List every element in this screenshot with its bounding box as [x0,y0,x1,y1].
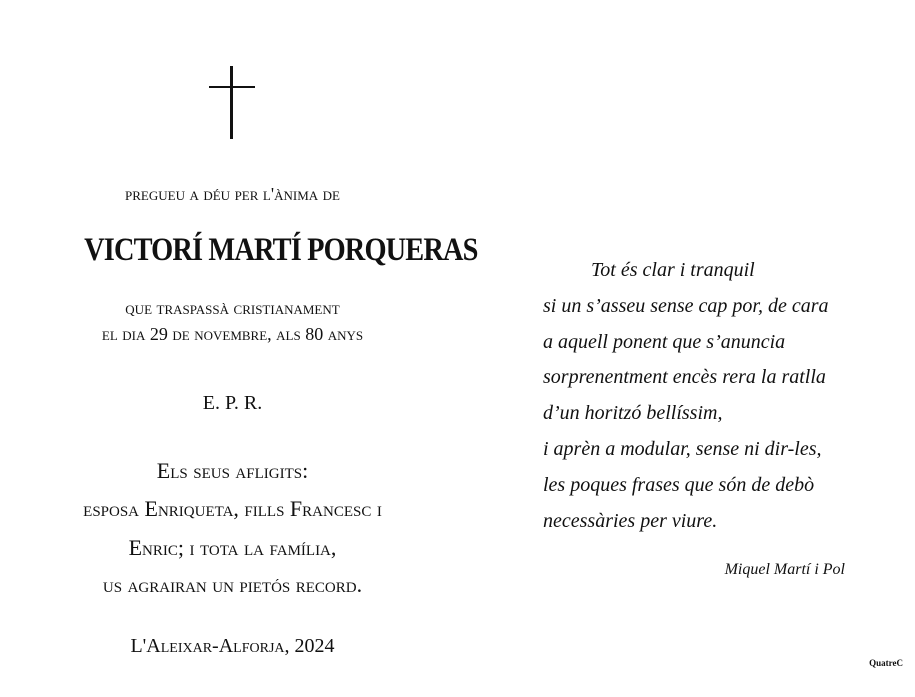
mourners-line-3: Enric; i tota la família, [128,535,337,560]
passed-line-2: el dia 29 de novembre, als 80 anys [101,324,364,344]
passed-line-1: que traspassà cristianament [125,298,340,318]
poem-line: i aprèn a modular, sense ni dir-les, [543,437,822,460]
poem-line: sorprenentment encès rera la ratlla [543,366,826,389]
mourners-line-1: Els seus afligits: [156,458,309,483]
poem [543,253,829,539]
deceased-name: VICTORÍ MARTÍ PORQUERAS [84,232,478,268]
place-date: L'Aleixar-Alforja, 2024 [130,635,335,657]
epr-text: E. P. R. [202,392,263,414]
cross-icon [209,66,255,139]
poem-line: necessàries per viure. [543,509,718,532]
poem-line: d’un horitzó bellíssim, [543,402,723,425]
mourners-line-2: esposa Enriqueta, fills Francesc i [83,496,382,521]
poem-line: si un s’asseu sense cap por, de cara [543,294,829,317]
poem-line: Tot és clar i tranquil [591,259,755,281]
poem-line: les poques frases que són de debò [543,473,815,496]
mourners-line-4: us agrairan un pietós record. [102,572,363,597]
poem-author: Miquel Martí i Pol [724,561,845,578]
prayer-line: pregueu a déu per l'ànima de [125,184,340,204]
brand-mark: QuatreC [869,658,903,668]
poem-line: a aquell ponent que s’anuncia [543,330,786,353]
